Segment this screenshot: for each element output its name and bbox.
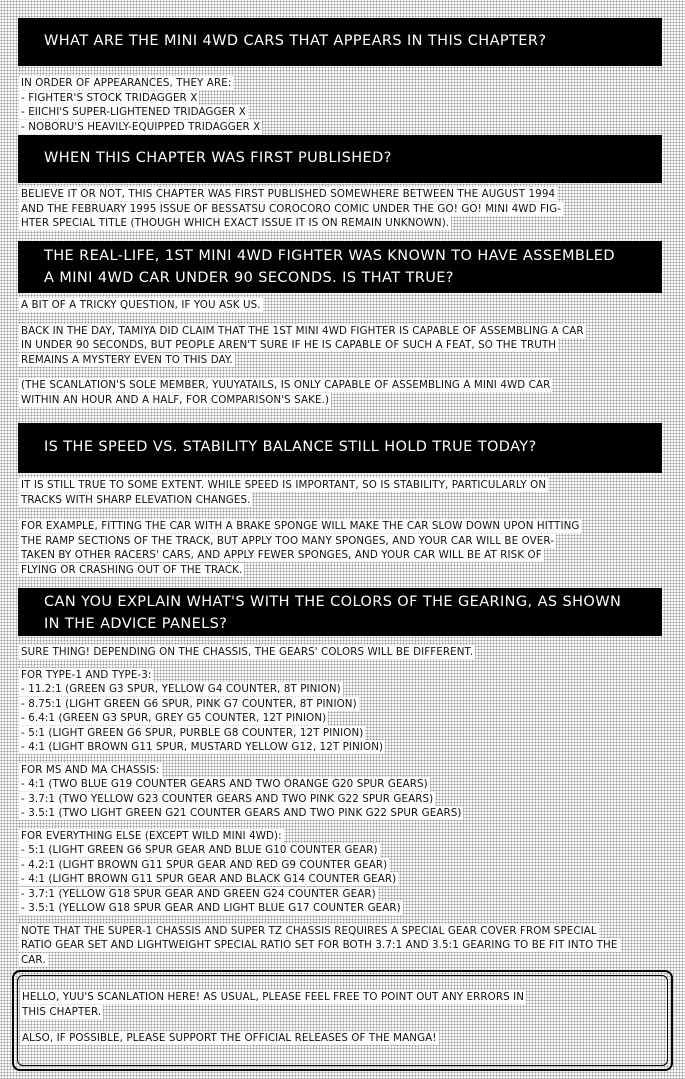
q4-title: IS THE SPEED VS. STABILITY BALANCE STILL HOLD TRUE TODAY? bbox=[44, 439, 537, 455]
q3-p1: A BIT OF A TRICKY QUESTION, IF YOU ASK US. bbox=[21, 299, 261, 311]
gear-list-item: - 3.5:1 (YELLOW G18 SPUR GEAR AND LIGHT BLUE G17 COUNTER GEAR) bbox=[21, 902, 401, 914]
q3-p2-line: IN UNDER 90 SECONDS, BUT PEOPLE AREN'T SURE IF HE IS CAPABLE OF SUCH A FEAT, SO THE TRUTH bbox=[21, 339, 557, 351]
footer-note-text bbox=[21, 990, 661, 1046]
q3-title-line: THE REAL-LIFE, 1ST MINI 4WD FIGHTER WAS KNOWN TO HAVE ASSEMBLED bbox=[44, 248, 615, 264]
q5-answer bbox=[20, 645, 666, 967]
q1-answer bbox=[20, 76, 666, 134]
q2-answer bbox=[20, 187, 666, 231]
q1-item: - FIGHTER'S STOCK TRIDAGGER X bbox=[21, 91, 198, 104]
q2-header bbox=[18, 135, 662, 183]
gear-list-item: - 3.7:1 (TWO YELLOW G23 COUNTER GEARS AND TWO PINK G22 SPUR GEARS) bbox=[21, 792, 434, 805]
gear-list-item: - 3.5:1 (TWO LIGHT GREEN G21 COUNTER GEARS AND TWO PINK G22 SPUR GEARS) bbox=[21, 807, 462, 819]
q3-title-line: A MINI 4WD CAR UNDER 90 SECONDS. IS THAT TRUE? bbox=[44, 270, 454, 286]
q3-p2-line: BACK IN THE DAY, TAMIYA DID CLAIM THAT THE 1ST MINI 4WD FIGHTER IS CAPABLE OF ASSEMBLING A CAR bbox=[21, 324, 584, 337]
q1-intro: IN ORDER OF APPEARANCES, THEY ARE: bbox=[21, 77, 232, 89]
q3-header bbox=[18, 241, 662, 293]
note-line: CAR. bbox=[21, 953, 46, 966]
q2-title: WHEN THIS CHAPTER WAS FIRST PUBLISHED? bbox=[44, 150, 392, 166]
type-heading: FOR TYPE-1 AND TYPE-3: bbox=[21, 668, 152, 681]
q5-title-line: IN THE ADVICE PANELS? bbox=[44, 616, 228, 632]
q4-p2-line: TAKEN BY OTHER RACERS' CARS, AND APPLY FEWER SPONGES, AND YOUR CAR WILL BE AT RISK OF bbox=[21, 549, 542, 561]
q3-p2-line: REMAINS A MYSTERY EVEN TO THIS DAY. bbox=[21, 353, 233, 366]
q5-title-line: CAN YOU EXPLAIN WHAT'S WITH THE COLORS OF THE GEARING, AS SHOWN bbox=[44, 594, 622, 610]
q1-item: - EIICHI'S SUPER-LIGHTENED TRIDAGGER X bbox=[21, 106, 246, 118]
gear-list-item: - 4.2:1 (LIGHT BROWN G11 SPUR GEAR AND RED G9 COUNTER GEAR) bbox=[21, 858, 388, 871]
q2-line: HTER SPECIAL TITLE (THOUGH WHICH EXACT ISSUE IT IS ON REMAIN UNKNOWN). bbox=[21, 217, 450, 229]
q3-answer bbox=[20, 298, 666, 407]
q2-line: AND THE FEBRUARY 1995 ISSUE OF BESSATSU COROCORO COMIC UNDER THE GO! GO! MINI 4WD FIG- bbox=[21, 202, 562, 215]
gear-list-item: - 6.4:1 (GREEN G3 SPUR, GREY G5 COUNTER, 12T PINION) bbox=[21, 712, 327, 724]
footer-line: HELLO, YUU'S SCANLATION HERE! AS USUAL, PLEASE FEEL FREE TO POINT OUT ANY ERRORS IN bbox=[22, 991, 525, 1003]
gear-list-item: - 5:1 (LIGHT GREEN G6 SPUR, PURBLE G8 COUNTER, 12T PINION) bbox=[21, 726, 364, 739]
else-heading: FOR EVERYTHING ELSE (EXCEPT WILD MINI 4WD): bbox=[21, 829, 282, 842]
q4-p2-line: FOR EXAMPLE, FITTING THE CAR WITH A BRAKE SPONGE WILL MAKE THE CAR SLOW DOWN UPON HITTING bbox=[21, 520, 580, 532]
q1-header bbox=[18, 18, 662, 66]
q4-p2-line: THE RAMP SECTIONS OF THE TRACK, BUT APPLY TOO MANY SPONGES, AND YOUR CAR WILL BE OVER- bbox=[21, 534, 555, 547]
gear-list-item: - 8.75:1 (LIGHT GREEN G6 SPUR, PINK G7 COUNTER, 8T PINION) bbox=[21, 697, 357, 710]
q4-p2-line: FLYING OR CRASHING OUT OF THE TRACK. bbox=[21, 563, 243, 576]
gear-list-item: - 4:1 (LIGHT BROWN G11 SPUR, MUSTARD YELLOW G12, 12T PINION) bbox=[21, 741, 384, 753]
gear-list-item: - 5:1 (LIGHT GREEN G6 SPUR GEAR AND BLUE G10 COUNTER GEAR) bbox=[21, 844, 378, 856]
q4-header bbox=[18, 423, 662, 473]
gear-list-item: - 3.7:1 (YELLOW G18 SPUR GEAR AND GREEN G24 COUNTER GEAR) bbox=[21, 887, 376, 900]
q5-p1: SURE THING! DEPENDING ON THE CHASSIS, THE GEARS' COLORS WILL BE DIFFERENT. bbox=[21, 646, 474, 658]
q3-p3-line: WITHIN AN HOUR AND A HALF, FOR COMPARISON'S SAKE.) bbox=[21, 393, 330, 406]
q3-p3-line: (THE SCANLATION'S SOLE MEMBER, YUUYATAILS, IS ONLY CAPABLE OF ASSEMBLING A MINI 4WD CAR bbox=[21, 379, 551, 391]
q5-header bbox=[18, 588, 662, 636]
q4-answer bbox=[20, 478, 666, 577]
footer-line: THIS CHAPTER. bbox=[22, 1005, 102, 1018]
gear-list-item: - 4:1 (TWO BLUE G19 COUNTER GEARS AND TWO ORANGE G20 SPUR GEARS) bbox=[21, 778, 428, 790]
q4-p1-line: TRACKS WITH SHARP ELEVATION CHANGES. bbox=[21, 493, 251, 506]
q4-p1-line: IT IS STILL TRUE TO SOME EXTENT. WHILE SPEED IS IMPORTANT, SO IS STABILITY, PARTICULARLY ON bbox=[21, 479, 547, 491]
footer-line: ALSO, IF POSSIBLE, PLEASE SUPPORT THE OFFICIAL RELEASES OF THE MANGA! bbox=[22, 1032, 437, 1044]
q1-item: - NOBORU'S HEAVILY-EQUIPPED TRIDAGGER X bbox=[21, 120, 261, 133]
ms-heading: FOR MS AND MA CHASSIS: bbox=[21, 763, 160, 776]
q2-line: BELIEVE IT OR NOT, THIS CHAPTER WAS FIRST PUBLISHED SOMEWHERE BETWEEN THE AUGUST 1994 bbox=[21, 188, 556, 200]
gear-list-item: - 11.2:1 (GREEN G3 SPUR, YELLOW G4 COUNTER, 8T PINION) bbox=[21, 683, 341, 695]
gear-list-item: - 4:1 (LIGHT BROWN G11 SPUR GEAR AND BLACK G14 COUNTER GEAR) bbox=[21, 873, 397, 885]
note-line: NOTE THAT THE SUPER-1 CHASSIS AND SUPER TZ CHASSIS REQUIRES A SPECIAL GEAR COVER FROM SPECIAL bbox=[21, 924, 597, 937]
q1-title: WHAT ARE THE MINI 4WD CARS THAT APPEARS IN THIS CHAPTER? bbox=[44, 33, 547, 49]
note-line: RATIO GEAR SET AND LIGHTWEIGHT SPECIAL RATIO SET FOR BOTH 3.7:1 AND 3.5:1 GEARING TO BE FIT INTO THE bbox=[21, 939, 618, 951]
